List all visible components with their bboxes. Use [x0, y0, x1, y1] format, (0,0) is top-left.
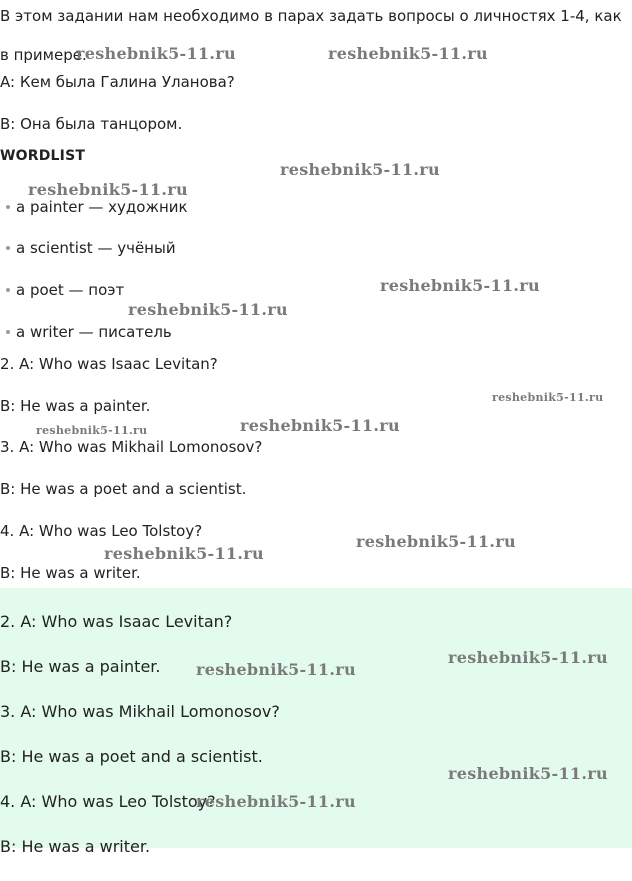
example-answer: B: Она была танцором. [0, 115, 183, 133]
answer-answer: B: He was a painter. [0, 657, 161, 676]
watermark: reshebnik5-11.ru [492, 391, 604, 404]
watermark: reshebnik5-11.ru [328, 44, 488, 63]
answer-answer: B: He was a poet and a scientist. [0, 747, 263, 766]
wordlist-heading: WORDLIST [0, 148, 86, 164]
watermark: reshebnik5-11.ru [448, 648, 608, 667]
exercise-question: 4. A: Who was Leo Tolstoy? [0, 522, 203, 540]
exercise-question: 3. A: Who was Mikhail Lomonosov? [0, 438, 263, 456]
watermark: reshebnik5-11.ru [28, 180, 188, 199]
exercise-answer: B: He was a poet and a scientist. [0, 480, 247, 498]
watermark: reshebnik5-11.ru [240, 416, 400, 435]
wordlist-item-text: a writer — писатель [16, 323, 172, 341]
example-question: A: Кем была Галина Уланова? [0, 73, 235, 91]
answer-question: 4. A: Who was Leo Tolstoy? [0, 792, 216, 811]
wordlist-item [16, 197, 188, 217]
watermark: reshebnik5-11.ru [128, 300, 288, 319]
watermark: reshebnik5-11.ru [448, 764, 608, 783]
bullet-icon [6, 205, 10, 209]
bullet-icon [6, 330, 10, 334]
answer-question: 2. A: Who was Isaac Levitan? [0, 612, 233, 631]
watermark: reshebnik5-11.ru [380, 276, 540, 295]
answer-answer: B: He was a writer. [0, 837, 151, 856]
answer-question: 3. A: Who was Mikhail Lomonosov? [0, 702, 280, 721]
wordlist-item-text: a poet — поэт [16, 281, 125, 299]
watermark: reshebnik5-11.ru [196, 660, 356, 679]
wordlist-item [16, 322, 172, 342]
wordlist-item-text: a scientist — учёный [16, 239, 176, 257]
wordlist-item [16, 238, 176, 258]
watermark: reshebnik5-11.ru [356, 532, 516, 551]
wordlist-item [16, 280, 124, 300]
watermark: reshebnik5-11.ru [36, 424, 148, 437]
bullet-icon [6, 288, 10, 292]
watermark: reshebnik5-11.ru [76, 44, 236, 63]
intro-paragraph: В этом задании нам необходимо в парах задать вопросы о личностях 1-4, как в примере. [0, 7, 622, 64]
watermark: reshebnik5-11.ru [104, 544, 264, 563]
exercise-answer: B: He was a writer. [0, 564, 141, 582]
exercise-answer: B: He was a painter. [0, 397, 151, 415]
bullet-icon [6, 246, 10, 250]
watermark: reshebnik5-11.ru [280, 160, 440, 179]
watermark: reshebnik5-11.ru [196, 792, 356, 811]
wordlist-item-text: a painter — художник [16, 198, 188, 216]
exercise-question: 2. A: Who was Isaac Levitan? [0, 355, 218, 373]
